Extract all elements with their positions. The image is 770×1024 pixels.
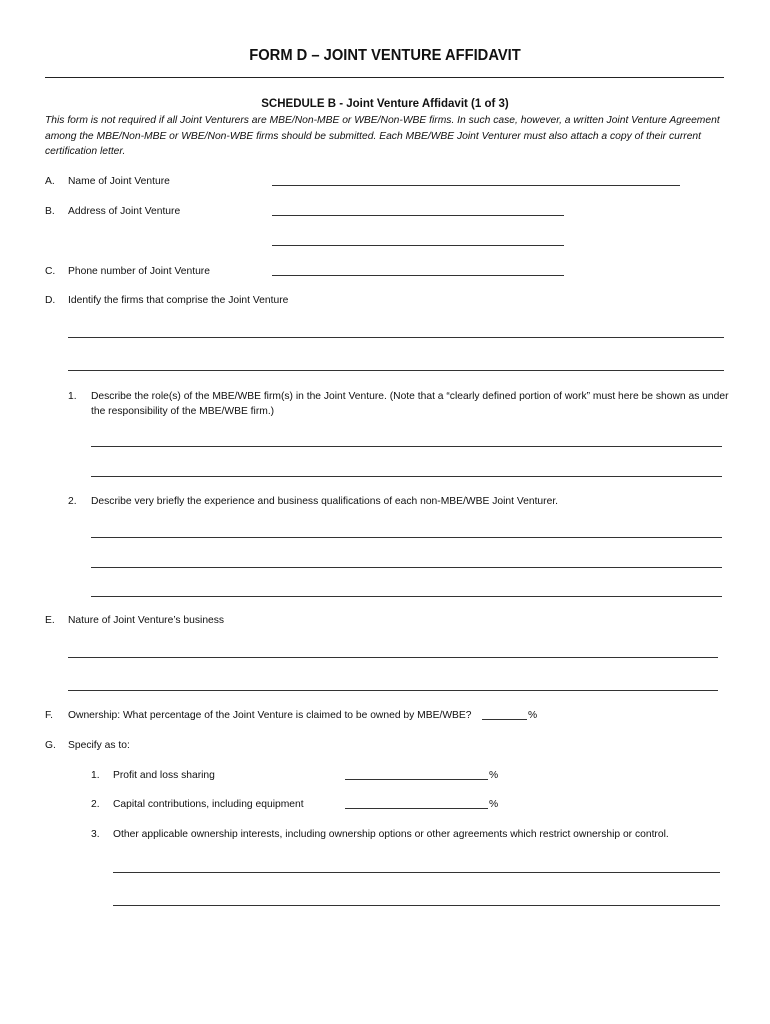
- form-title: FORM D – JOINT VENTURE AFFIDAVIT: [249, 47, 521, 64]
- role-line-1-field[interactable]: [91, 446, 722, 447]
- joint-venture-name-field[interactable]: [272, 185, 680, 186]
- item-d1-text: Describe the role(s) of the MBE/WBE firm(s) in the Joint Venture. (Note that a “clearly defined portion of work” must here be shown as under the responsibility of the MBE/WBE firm.): [91, 391, 729, 417]
- title-divider: [45, 77, 724, 78]
- address-line-2-field[interactable]: [272, 245, 564, 246]
- item-d1-number: 1.: [68, 391, 77, 402]
- item-g1-label: Profit and loss sharing: [113, 770, 215, 781]
- item-a-label: Name of Joint Venture: [68, 176, 170, 187]
- item-e-label: Nature of Joint Venture’s business: [68, 615, 225, 626]
- nature-line-2-field[interactable]: [68, 690, 718, 691]
- item-e-letter: E.: [45, 615, 55, 626]
- address-line-1-field[interactable]: [272, 215, 564, 216]
- item-g-label: Specify as to:: [68, 740, 130, 751]
- item-g3-number: 3.: [91, 829, 100, 840]
- item-c-label: Phone number of Joint Venture: [68, 266, 210, 277]
- item-d2-number: 2.: [68, 496, 77, 507]
- item-d2-text: Describe very briefly the experience and business qualifications of each non-MBE/WBE Joint Venturer.: [91, 496, 559, 507]
- firms-line-2-field[interactable]: [68, 370, 724, 371]
- capital-percent-sign: %: [489, 799, 499, 810]
- item-f-label: Ownership: What percentage of the Joint Venture is claimed to be owned by MBE/WBE?: [68, 710, 472, 721]
- experience-line-2-field[interactable]: [91, 567, 722, 568]
- other-interests-line-2-field[interactable]: [113, 905, 720, 906]
- item-b-label: Address of Joint Venture: [68, 206, 181, 217]
- item-g3-label: Other applicable ownership interests, including ownership options or other agreements which restrict ownership or control.: [113, 829, 669, 840]
- ownership-percent-sign: %: [528, 710, 538, 721]
- intro-text: This form is not required if all Joint Venturers are MBE/Non-MBE or WBE/Non-WBE firms. In such case, however, a written Joint Venture Agreement among the MBE/Non-MBE or WBE/Non-WBE firms should be submitted. Each MBE/WBE Joint Venturer must also attach a copy of their current certification letter.: [45, 115, 720, 157]
- item-g2-label: Capital contributions, including equipment: [113, 799, 304, 810]
- item-g-letter: G.: [45, 740, 56, 751]
- phone-number-field[interactable]: [272, 275, 564, 276]
- profit-loss-percent-field[interactable]: [345, 779, 488, 780]
- item-f-letter: F.: [45, 710, 54, 721]
- item-d-label: Identify the firms that comprise the Joint Venture: [68, 295, 289, 306]
- item-g2-number: 2.: [91, 799, 100, 810]
- profit-loss-percent-sign: %: [489, 770, 499, 781]
- role-line-2-field[interactable]: [91, 476, 722, 477]
- item-d-letter: D.: [45, 295, 56, 306]
- item-g1-number: 1.: [91, 770, 100, 781]
- item-a-letter: A.: [45, 176, 55, 187]
- experience-line-1-field[interactable]: [91, 537, 722, 538]
- experience-line-3-field[interactable]: [91, 596, 722, 597]
- item-c-letter: C.: [45, 266, 56, 277]
- nature-line-1-field[interactable]: [68, 657, 718, 658]
- item-b-letter: B.: [45, 206, 55, 217]
- firms-line-1-field[interactable]: [68, 337, 724, 338]
- schedule-title: SCHEDULE B - Joint Venture Affidavit (1 of 3): [261, 98, 509, 110]
- ownership-percent-field[interactable]: [482, 719, 527, 720]
- capital-percent-field[interactable]: [345, 808, 488, 809]
- other-interests-line-1-field[interactable]: [113, 872, 720, 873]
